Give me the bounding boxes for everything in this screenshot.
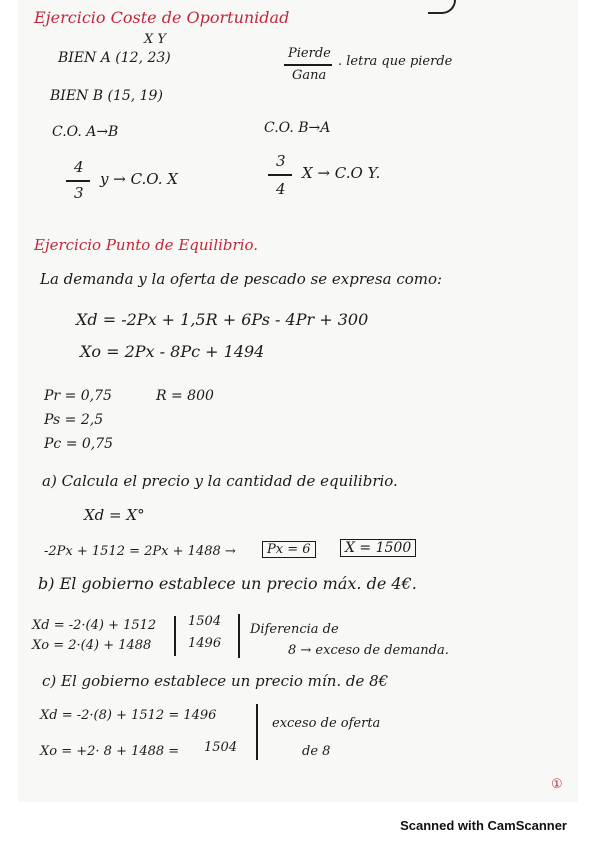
statement: La demanda y la oferta de pescado se expresa como: [40,270,443,288]
question-c: c) El gobierno establece un precio mín. de 8€ [42,672,389,690]
question-c-xd: Xd = -2·(8) + 1512 = 1496 [40,708,217,723]
legend-text: . letra que pierde [338,54,453,69]
frac1-text: y → C.O. X [100,170,178,188]
frac2-text: X → C.O Y. [302,164,381,182]
question-b: b) El gobierno establece un precio máx. de 4€. [38,574,417,593]
param-pr: Pr = 0,75 [44,388,112,404]
frac1-denominator: 3 [74,184,84,202]
question-a-equality: Xd = X° [84,506,145,524]
question-a-work: -2Px + 1512 = 2Px + 1488 → [44,544,236,559]
co-a-to-b: C.O. A→B [52,124,119,140]
frac2-line [268,174,292,176]
question-c-xo: Xo = +2· 8 + 1488 = [40,744,180,759]
legend-fraction-line [284,64,332,66]
question-b-note1: Diferencia de [250,622,339,637]
bien-a: BIEN A (12, 23) [58,50,171,66]
param-r: R = 800 [156,388,214,404]
question-b-note2: 8 → exceso de demanda. [288,643,449,658]
question-a: a) Calcula el precio y la cantidad de equilibrio. [42,472,398,490]
section1-title: Ejercicio Coste de Oportunidad [34,8,290,27]
question-c-note2: de 8 [302,744,331,759]
answer-quantity-box: X = 1500 [340,539,416,557]
question-b-xd: Xd = -2·(4) + 1512 [32,618,157,633]
frac1-line [66,180,90,182]
question-c-note1: exceso de oferta [272,716,381,731]
co-b-to-a: C.O. B→A [264,120,331,136]
page-number: ① [551,777,563,792]
question-c-brace [256,704,258,760]
question-b-value2: 1496 [188,636,222,651]
legend-denominator: Gana [292,68,327,83]
frac2-denominator: 4 [276,180,286,198]
equation-supply: Xo = 2Px - 8Pc + 1494 [80,342,265,361]
question-c-value2: 1504 [204,740,238,755]
answer-price-box: Px = 6 [262,541,316,558]
question-b-xo: Xo = 2·(4) + 1488 [32,638,152,653]
bien-b: BIEN B (15, 19) [50,88,163,104]
legend-numerator: Pierde [288,46,331,61]
xy-header: X Y [144,32,166,47]
section2-title: Ejercicio Punto de Equilibrio. [34,236,259,254]
scanner-watermark: Scanned with CamScanner [400,818,567,833]
question-b-brace-left [174,616,176,656]
question-b-brace-right [238,614,240,658]
param-ps: Ps = 2,5 [44,412,104,428]
question-b-value1: 1504 [188,614,222,629]
param-pc: Pc = 0,75 [44,436,114,452]
equation-demand: Xd = -2Px + 1,5R + 6Ps - 4Pr + 300 [76,310,369,329]
frac2-numerator: 3 [276,152,286,170]
frac1-numerator: 4 [74,158,84,176]
